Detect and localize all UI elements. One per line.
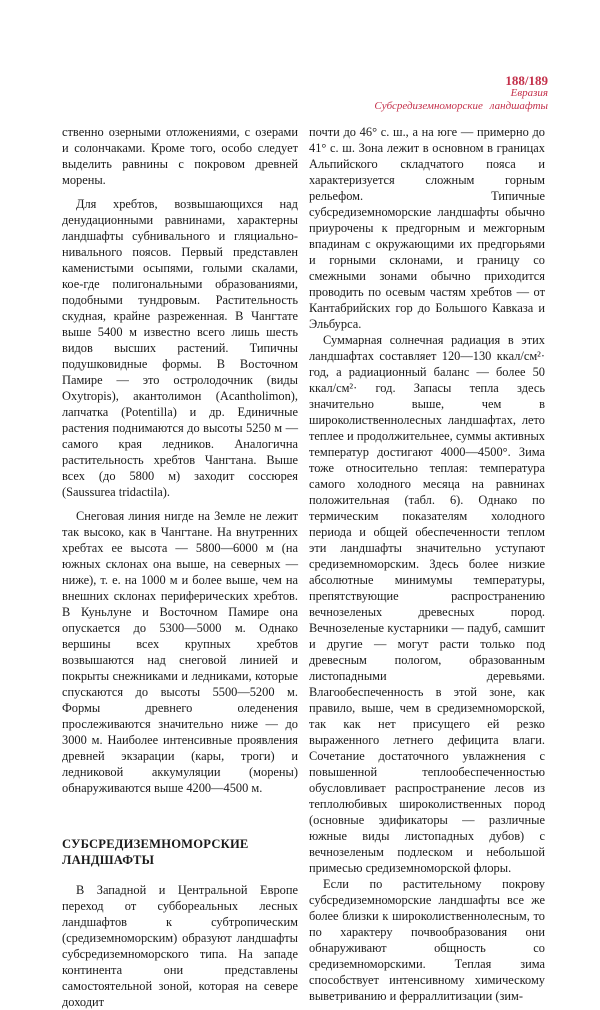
left-column xyxy=(62,124,298,1010)
page-numbers: 188/189 xyxy=(505,73,548,88)
running-header xyxy=(374,74,548,113)
header-section-title: Субсредиземноморские ландшафты xyxy=(374,100,548,112)
paragraph: Если по растительному покрову субсредиземноморские ландшафты все же более близки к широколиственнолесным, то по характеру почвообразования они обнаруживают общность со средиземноморскими. Теплая зима способствует интенсивному химическому выветриванию и ферраллитизации (зим- xyxy=(309,877,545,1003)
paragraph: почти до 46° с. ш., а на юге — примерно до 41° с. ш. Зона лежит в основном в границах Альпийского складчатого пояса и характеризуется сложным горным рельефом. Типичные субсредиземноморские ландшафты обычно приурочены к предгорным и межгорным впадинам с окружающими их предгорьями и горными склонами, и границу со смежными зонами обычно приходится проводить по осевым частям хребтов — от Кантабрийских гор до Большого Кавказа и Эльбурса. xyxy=(309,125,545,331)
header-region: Евразия xyxy=(510,87,548,99)
section-heading: СУБСРЕДИЗЕМНОМОРСКИЕ ЛАНДШАФТЫ xyxy=(62,837,249,867)
right-column xyxy=(309,124,545,1004)
paragraph: Для хребтов, возвышающихся над денудационными равнинами, характерны ландшафты субнивального и гляциально-нивального поясов. Первый представлен каменистыми осыпями, голыми скалами, кое-где полигональными образованиями, подобными тундровым. Растительность скудная, крайне разреженная. В Чангтате выше 5400 м известно всего лишь шесть видов высших растений. Типичны подушковидные формы. В Восточном Памире — это остролодочник (виды Oxytropis), акантолимон (Acantholimon), лапчатка (Potentilla) и др. Единичные растения поднимаются до высоты 5250 м — самого края ледников. Аналогична растительность хребтов Чангтана. Выше всех (до 5800 м) заходит соссюрея (Saussurea tridactila). xyxy=(62,197,298,499)
paragraph: ственно озерными отложениями, с озерами и солончаками. Кроме того, особо следует выделить равнины с покровом древней морены. xyxy=(62,125,298,187)
paragraph: Суммарная солнечная радиация в этих ландшафтах составляет 120—130 ккал/см²· год, а радиационный баланс — более 50 ккал/см²· год. Запасы тепла здесь значительно выше, чем в широколиственнолесных ландшафтах, лето теплее и продолжительнее, суммы активных температур достигают 4000—4500°. Зима тоже относительно теплая: температура самого холодного месяца на равнинах положительная (табл. 6). Однако по термическим показателям холодного периода и общей обеспеченности теплом эти ландшафты значительно уступают средиземноморским. Здесь более низкие абсолютные минимумы температуры, препятствующие распространению вечнозеленых древесных пород. Вечнозеленые кустарники — падуб, самшит и другие — могут расти только под древесным пологом, образованным листопадными деревьями. Влагообеспеченность в этой зоне, как правило, выше, чем в средиземноморской, так как нет присущего ей резко выраженного летнего дефицита влаги. Сочетание достаточного увлажнения с повышенной теплообеспеченностью обусловливает распространение лесов из теплолюбивых широколиственных пород (основные эдификаторы — различные южные виды листопадных дубов) с вечнозеленым подлеском и небольшой примесью средиземноморской флоры. xyxy=(309,333,545,875)
paragraph: В Западной и Центральной Европе переход от суббореальных лесных ландшафтов к субтропическим (средиземноморским) образуют ландшафты субсредиземноморского типа. На западе континента они представлены самостоятельной зоной, которая на севере доходит xyxy=(62,883,298,1009)
paragraph: Снеговая линия нигде на Земле не лежит так высоко, как в Чангтане. На внутренних хребтах ее высота — 5800—6000 м (на южных склонах она выше, на северных — ниже), т. е. на 1000 м и более выше, чем на внешних склонах периферических хребтов. В Куньлуне и Восточном Памире она опускается до 5300—5000 м. Однако вершины всех крупных хребтов возвышаются над снеговой линией и покрыты снежниками и ледниками, которые спускаются до высоты 5500—5200 м. Формы древнего оледенения прослеживаются значительно ниже — до 3000 м. Наиболее интенсивные проявления древней экзарации (кары, троги) и ледниковой аккумуляции (морены) обнаруживаются выше 4200—4500 м. xyxy=(62,509,298,795)
